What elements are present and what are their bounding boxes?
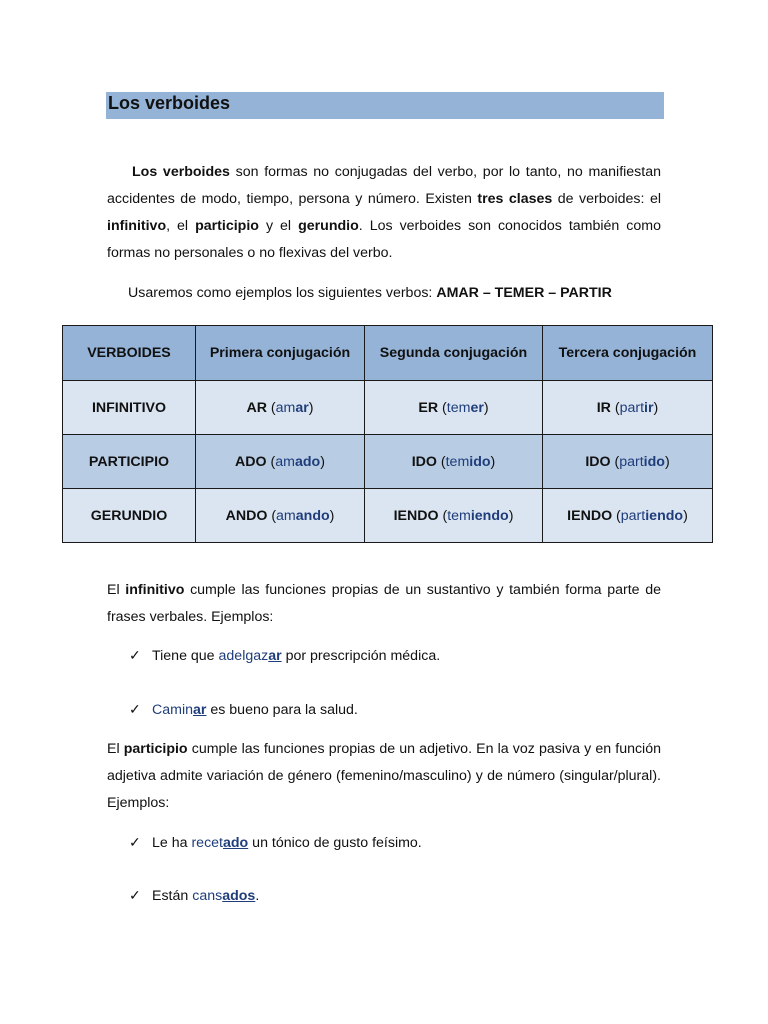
intro-text: , el <box>166 218 196 234</box>
verb-ending: ir <box>644 399 654 416</box>
intro-text: . Los verboides son conocidos también como formas no personales o no flexivas del verbo. <box>107 218 661 261</box>
suffix: IDO <box>585 453 611 470</box>
intro-bold: gerundio <box>298 218 359 234</box>
table-cell <box>196 381 365 435</box>
verb-stem: cans <box>192 888 223 904</box>
example-verb <box>219 648 282 664</box>
verb-ending: ar <box>193 702 207 718</box>
checkmark-icon: ✓ <box>129 888 141 904</box>
paren: ) <box>329 507 335 524</box>
paren: ( <box>610 399 620 416</box>
verb-stem: am <box>276 507 296 524</box>
verb-stem: part <box>619 453 644 470</box>
examples-text: Usaremos como ejemplos los siguientes verbos: <box>128 285 437 301</box>
intro-bold: infinitivo <box>107 218 167 234</box>
verb-ending: iendo <box>470 507 509 524</box>
table-cell <box>196 435 365 489</box>
intro-paragraph <box>107 159 661 267</box>
verb-ending: ido <box>469 453 491 470</box>
participio-paragraph <box>107 736 661 817</box>
table-row <box>63 435 713 489</box>
verb-stem: am <box>275 399 296 416</box>
verb-ending: ando <box>295 507 330 524</box>
intro-bold: participio <box>195 218 259 234</box>
verb-ending: ado <box>294 453 321 470</box>
paren: ( <box>436 453 446 470</box>
verb-ending: iendo <box>645 507 684 524</box>
verboides-table <box>62 325 713 543</box>
paren: ) <box>664 453 670 470</box>
verb-ending: ar <box>268 648 282 664</box>
example-verb <box>619 454 665 470</box>
paren: ( <box>266 399 276 416</box>
examples-verbs: AMAR – TEMER – PARTIR <box>436 285 612 301</box>
example-text: Tiene que <box>152 648 219 664</box>
example-text: . <box>255 888 260 904</box>
row-label: INFINITIVO <box>63 381 196 435</box>
example-text: es bueno para la salud. <box>206 702 358 718</box>
example-text: Le ha <box>152 835 192 851</box>
example-item <box>129 883 259 910</box>
paren: ( <box>266 453 276 470</box>
para-text: El <box>107 741 124 757</box>
table-cell <box>543 381 713 435</box>
example-text: por prescripción médica. <box>281 648 441 664</box>
intro-text: de verboides: el <box>552 191 661 207</box>
example-item <box>129 697 358 724</box>
suffix: IENDO <box>393 507 439 524</box>
example-verb <box>447 508 509 524</box>
verb-stem: part <box>620 507 646 524</box>
page-title: Los verboides <box>108 93 231 113</box>
example-text: un tónico de gusto feísimo. <box>248 835 422 851</box>
suffix: ANDO <box>225 507 268 524</box>
paren: ( <box>267 507 277 524</box>
paren: ) <box>653 399 659 416</box>
table-header: Segunda conjugación <box>365 326 543 381</box>
verb-stem: Camin <box>152 702 193 718</box>
verb-stem: adelgaz <box>218 648 269 664</box>
para-bold: infinitivo <box>125 582 185 598</box>
verb-stem: tem <box>446 399 471 416</box>
example-verb <box>152 702 206 718</box>
table-header: Tercera conjugación <box>543 326 713 381</box>
suffix: IR <box>596 399 611 416</box>
table-cell <box>543 489 713 543</box>
verb-stem: tem <box>447 507 471 524</box>
paren: ( <box>438 399 447 416</box>
intro-text: son formas no conjugadas del verbo, por lo tanto, no manifiestan accidentes de modo, tiempo, persona y número. Existen <box>107 164 661 207</box>
verb-ending: ado <box>223 835 249 851</box>
row-label: PARTICIPIO <box>63 435 196 489</box>
para-text: cumple las funciones propias de un adjetivo. En la voz pasiva y en función adjetiva admite variación de género (femenino/masculino) y de número (singular/plural). Ejemplos: <box>107 741 661 811</box>
paren: ) <box>490 453 496 470</box>
paren: ( <box>438 507 448 524</box>
example-item <box>129 830 422 857</box>
paren: ) <box>508 507 514 524</box>
checkmark-icon: ✓ <box>129 648 141 664</box>
checkmark-icon: ✓ <box>129 702 141 718</box>
example-verb <box>192 888 255 904</box>
suffix: ER <box>418 399 439 416</box>
suffix: AR <box>246 399 267 416</box>
verb-stem: tem <box>445 453 470 470</box>
paren: ( <box>610 453 620 470</box>
para-text: cumple las funciones propias de un sustantivo y también forma parte de frases verbales. Ejemplos: <box>107 582 661 625</box>
verb-ending: ido <box>643 453 665 470</box>
table-cell <box>196 489 365 543</box>
table-row <box>63 381 713 435</box>
suffix: IENDO <box>567 507 613 524</box>
example-verb <box>447 400 484 416</box>
paren: ( <box>612 507 621 524</box>
table-cell <box>365 489 543 543</box>
example-verb <box>276 400 309 416</box>
table-row <box>63 489 713 543</box>
verb-ending: ar <box>295 399 309 416</box>
verb-ending: er <box>470 399 484 416</box>
para-text: El <box>107 582 126 598</box>
suffix: IDO <box>411 453 437 470</box>
table-header: VERBOIDES <box>63 326 196 381</box>
suffix: ADO <box>235 453 267 470</box>
paren: ) <box>483 399 489 416</box>
intro-bold: tres clases <box>477 191 553 207</box>
table-cell <box>365 381 543 435</box>
checkmark-icon: ✓ <box>129 835 141 851</box>
intro-text: y el <box>258 218 299 234</box>
paren: ) <box>308 399 314 416</box>
examples-line <box>128 280 612 307</box>
example-verb <box>275 454 320 470</box>
row-label: GERUNDIO <box>63 489 196 543</box>
para-bold: participio <box>123 741 188 757</box>
verb-stem: recet <box>191 835 223 851</box>
example-verb <box>620 400 654 416</box>
verb-ending: ados <box>222 888 256 904</box>
table-cell <box>543 435 713 489</box>
example-verb <box>621 508 683 524</box>
title-bar <box>106 92 664 119</box>
table-cell <box>365 435 543 489</box>
paren: ) <box>320 453 325 470</box>
example-verb <box>191 835 248 851</box>
example-item <box>129 643 440 670</box>
table-header: Primera conjugación <box>196 326 365 381</box>
example-verb <box>276 508 330 524</box>
verb-stem: part <box>619 399 645 416</box>
intro-lead-bold: Los verboides <box>132 164 230 180</box>
example-verb <box>446 454 491 470</box>
table-header-row <box>63 326 713 381</box>
paren: ) <box>683 507 688 524</box>
example-text: Están <box>152 888 193 904</box>
verb-stem: am <box>275 453 295 470</box>
infinitivo-paragraph <box>107 577 661 631</box>
